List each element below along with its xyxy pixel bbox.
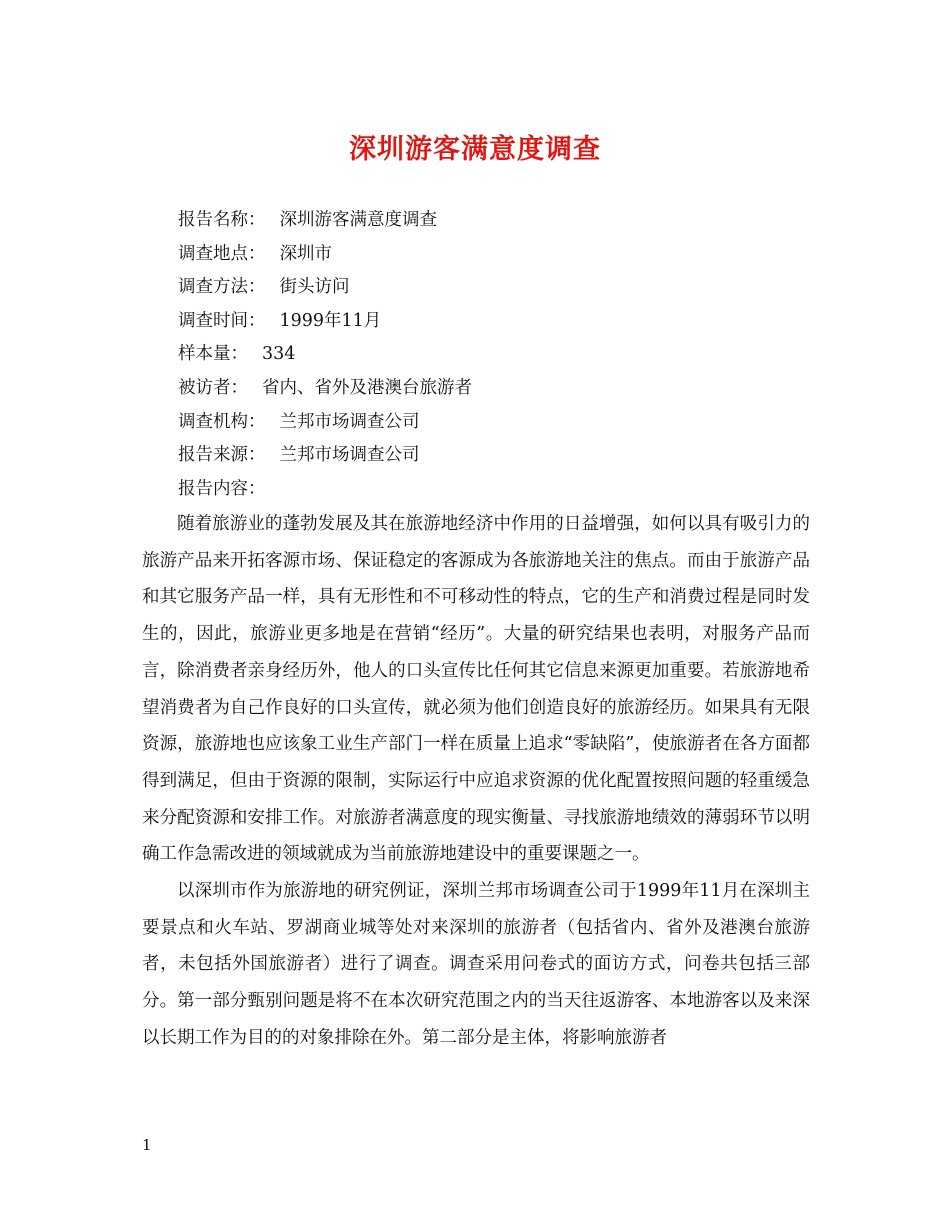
meta-row-method (178, 271, 472, 305)
meta-value: 1999年11月 (279, 310, 382, 331)
meta-row-report-name (178, 204, 472, 238)
meta-label: 调查机构： (178, 411, 266, 432)
page-number: 1 (142, 1136, 152, 1154)
meta-value: 兰邦市场调查公司 (279, 411, 420, 432)
meta-value: 334 (262, 344, 296, 365)
meta-label: 报告来源： (178, 445, 266, 466)
meta-row-sample-size (178, 338, 472, 372)
meta-label: 报告内容： (178, 478, 266, 499)
meta-label: 报告名称： (178, 210, 266, 230)
meta-value: 深圳游客满意度调查 (279, 210, 437, 230)
meta-row-location (178, 238, 472, 272)
meta-value: 深圳市 (279, 243, 332, 264)
meta-value: 街头访问 (279, 277, 350, 298)
meta-label: 调查地点： (178, 243, 266, 264)
meta-label: 调查时间： (178, 310, 266, 331)
meta-value: 省内、省外及港澳台旅游者 (262, 377, 472, 398)
page-title: 深圳游客满意度调查 (349, 134, 601, 165)
meta-label: 样本量： (178, 344, 248, 365)
meta-row-time (178, 305, 472, 339)
paragraph: 随着旅游业的蓬勃发展及其在旅游地经济中作用的日益增强，如何以具有吸引力的旅游产品来开拓客源市场、保证稳定的客源成为各旅游地关注的焦点。而由于旅游产品和其它服务产品一样，具有无形性和不可移动性的特点，它的生产和消费过程是同时发生的，因此，旅游业更多地是在营销“经历”。大量的研究结果也表明，对服务产品而言，除消费者亲身经历外，他人的口头宣传比任何其它信息来源更加重要。若旅游地希望消费者为自己作良好的口头宣传，就必须为他们创造良好的旅游经历。如果具有无限资源，旅游地也应该象工业生产部门一样在质量上追求“零缺陷”，使旅游者在各方面都得到满足，但由于资源的限制，实际运行中应追求资源的优化配置按照问题的轻重缓急来分配资源和安排工作。对旅游者满意度的现实衡量、寻找旅游地绩效的薄弱环节以明确工作急需改进的领域就成为当前旅游地建设中的重要课题之一。 (142, 514, 810, 865)
meta-label: 调查方法： (178, 277, 266, 298)
meta-label: 被访者： (178, 377, 248, 398)
meta-row-respondents (178, 372, 472, 406)
meta-row-content (178, 473, 472, 507)
paragraph: 以深圳市作为旅游地的研究例证，深圳兰邦市场调查公司于1999年11月在深圳主要景点和火车站、罗湖商业城等处对来深圳的旅游者（包括省内、省外及港澳台旅游者，未包括外国旅游者）进行了调查。调查采用问卷式的面访方式，问卷共包括三部分。第一部分甄别问题是将不在本次研究范围之内的当天往返游客、本地游客以及来深以长期工作为目的的对象排除在外。第二部分是主体，将影响旅游者 (142, 881, 810, 1048)
meta-row-source (178, 439, 472, 473)
meta-row-agency (178, 406, 472, 440)
report-body (142, 506, 810, 1057)
report-meta (178, 204, 472, 506)
meta-value: 兰邦市场调查公司 (279, 445, 420, 466)
